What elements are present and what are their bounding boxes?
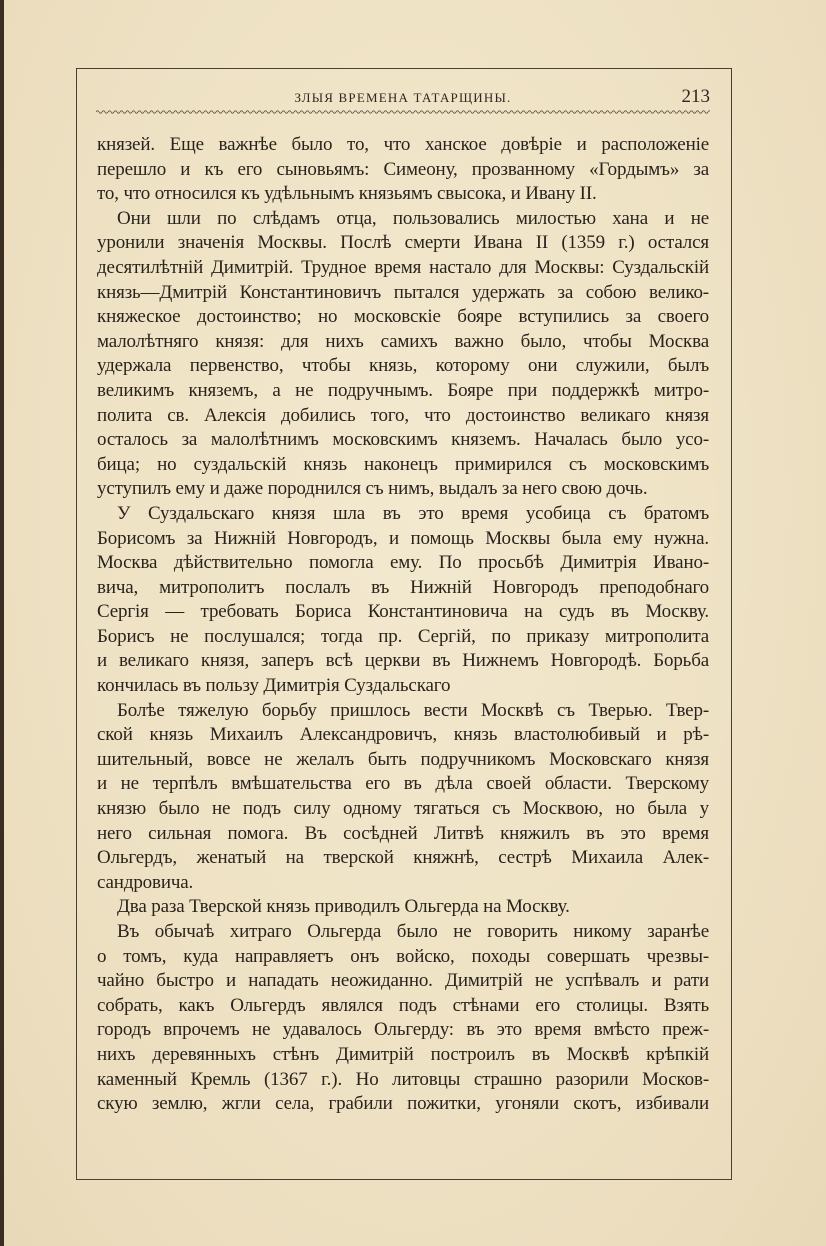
text-line: нихъ деревянныхъ стѣнъ Димитрій построилъ въ Москвѣ крѣпкій	[97, 1043, 709, 1065]
body-text	[97, 133, 709, 1117]
text-line: Въ обычаѣ хитраго Ольгерда было не говорить никому заранѣе	[117, 921, 709, 942]
text-line: Борисомъ за Нижній Новгородъ, и помощь Москвы была ему нужна.	[97, 527, 709, 549]
text-line: князю было не подъ силу одному тягаться съ Москвою, но была у	[97, 798, 709, 820]
text-line: чайно быстро и нападать неожиданно. Димитрій не успѣвалъ и рати	[97, 970, 709, 992]
text-line: Ольгердъ, женатый на тверской княжнѣ, сестрѣ Михаила Алек-	[97, 847, 709, 869]
text-line: десятилѣтній Димитрій. Трудное время настало для Москвы: Суздальскій	[97, 256, 709, 278]
text-line: сандровича.	[97, 871, 194, 893]
text-line: уронили значенія Москвы. Послѣ смерти Ивана II (1359 г.) остался	[97, 232, 709, 254]
text-line: каменный Кремль (1367 г.). Но литовцы страшно разорили Москов-	[97, 1068, 709, 1090]
text-line: полита св. Алексія добились того, что достоинство великаго князя	[97, 404, 709, 426]
text-line: уступилъ ему и даже породнился съ нимъ, выдалъ за него свою дочь.	[97, 478, 648, 500]
text-line: У Суздальскаго князя шла въ это время усобица съ братомъ	[117, 502, 709, 524]
text-line: Они шли по слѣдамъ отца, пользовались милостью хана и не	[117, 207, 709, 229]
running-title: ЗЛЫЯ ВРЕМЕНА ТАТАРЩИНЫ.	[294, 90, 512, 105]
text-line: кончилась въ пользу Димитрія Суздальскаго	[97, 675, 451, 697]
text-line: вича, митрополитъ послалъ въ Нижній Новгородъ преподобнаго	[97, 576, 709, 598]
text-line: удержала первенство, чтобы князь, которому они служили, былъ	[97, 355, 709, 377]
page-number: 213	[681, 86, 710, 107]
text-line: о томъ, куда направляетъ онъ войско, походы совершать чрезвы-	[97, 945, 709, 967]
text-line: князей. Еще важнѣе было то, что ханское довѣріе и расположеніе	[97, 134, 709, 155]
text-line: малолѣтняго князя: для нихъ самихъ важно было, чтобы Москва	[97, 330, 709, 352]
text-line: собрать, какъ Ольгердъ являлся подъ стѣнами его столицы. Взять	[97, 994, 709, 1016]
text-line: осталось за малолѣтнимъ московскимъ княземъ. Началась было усо-	[97, 429, 709, 451]
text-line: него сильная помога. Въ сосѣдней Литвѣ княжилъ въ это время	[97, 822, 709, 844]
text-line: скую землю, жгли села, грабили пожитки, угоняли скотъ, избивали	[97, 1093, 709, 1115]
text-line: городъ впрочемъ не удавалось Ольгерду: въ это время вмѣсто преж-	[97, 1019, 709, 1041]
text-line: перешло и къ его сыновьямъ: Симеону, прозванному «Гордымъ» за	[97, 158, 709, 180]
text-line: Сергія — требовать Бориса Константиновича на судъ въ Москву.	[97, 601, 709, 623]
text-line: и великаго князя, заперъ всѣ церкви въ Нижнемъ Новгородѣ. Борьба	[97, 650, 709, 672]
text-line: бица; но суздальскій князь наконецъ примирился съ московскимъ	[97, 453, 709, 475]
book-spine-edge	[0, 0, 4, 1246]
text-line: князь—Дмитрій Константиновичъ пытался удержать за собою велико-	[97, 281, 709, 303]
text-line: шительный, вовсе не желалъ быть подручникомъ Московскаго князя	[97, 748, 709, 770]
text-line: Москва дѣйствительно помогла ему. По просьбѣ Димитрія Ивано-	[97, 552, 709, 574]
text-line: Борисъ не послушался; тогда пр. Сергій, по приказу митрополита	[97, 625, 709, 647]
text-line: великимъ княземъ, а не подручнымъ. Бояре при поддержкѣ митро-	[97, 379, 709, 401]
text-line: княжеское достоинство; но московскіе бояре вступились за своего	[97, 306, 709, 328]
wavy-rule-divider	[96, 108, 710, 116]
text-line: Два раза Тверской князь приводилъ Ольгерда на Москву.	[117, 896, 570, 918]
text-line: то, что относился къ удѣльнымъ князьямъ свысока, и Ивану II.	[97, 183, 597, 205]
text-line: Болѣе тяжелую борьбу пришлось вести Москвѣ съ Тверью. Твер-	[117, 699, 709, 721]
text-line: и не терпѣлъ вмѣшательства его въ дѣла своей области. Тверскому	[97, 773, 709, 795]
text-line: ской князь Михаилъ Александровичъ, князь властолюбивый и рѣ-	[97, 724, 709, 746]
